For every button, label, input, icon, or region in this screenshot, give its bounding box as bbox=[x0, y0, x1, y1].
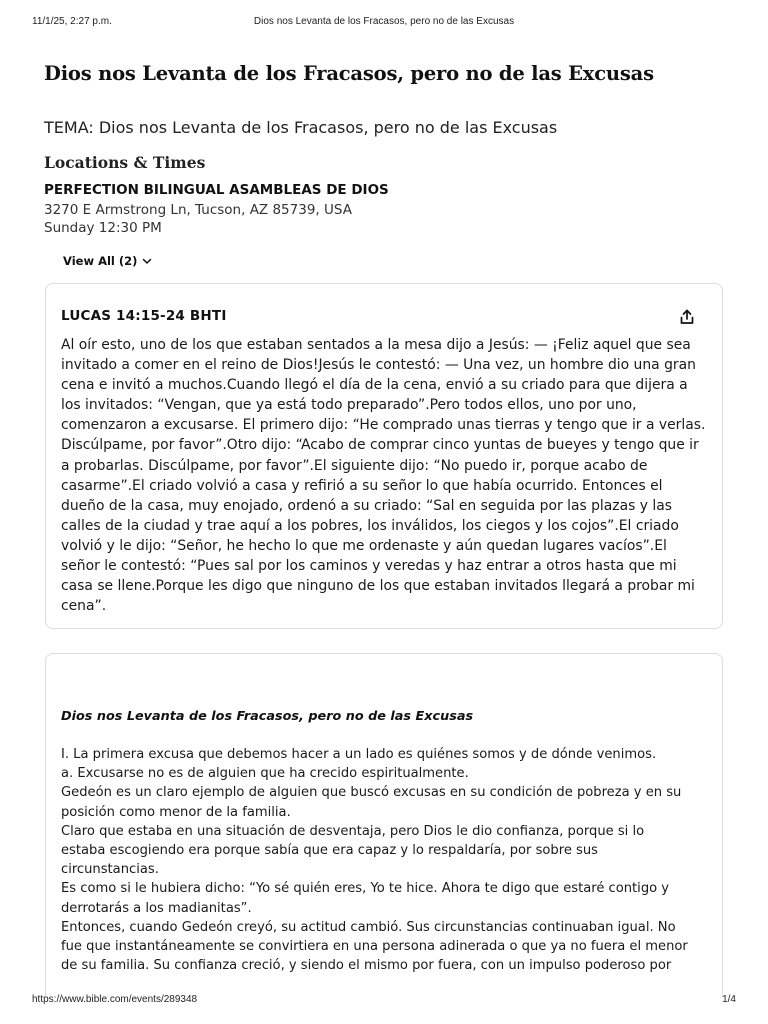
notes-line: derrotarás a los madianitas”. bbox=[61, 900, 252, 916]
notes-line: a. Excusarse no es de alguien que ha crecido espiritualmente. bbox=[61, 766, 469, 782]
notes-line: fue que instantáneamente se convirtiera en una persona adinerada o que ya no fuera el menor bbox=[61, 939, 688, 955]
chevron-down-icon bbox=[141, 255, 153, 267]
verse-reference: LUCAS 14:15-24 BHTI bbox=[61, 308, 227, 324]
notes-line: de su familia. Su confianza creció, y siendo el mismo por fuera, con un impulso poderoso por bbox=[61, 958, 672, 974]
church-address: 3270 E Armstrong Ln, Tucson, AZ 85739, USA bbox=[44, 202, 352, 218]
notes-title: Dios nos Levanta de los Fracasos, pero no de las Excusas bbox=[61, 709, 474, 724]
print-date: 11/1/25, 2:27 p.m. bbox=[32, 16, 112, 27]
share-icon[interactable] bbox=[678, 308, 696, 326]
notes-line: Gedeón es un claro ejemplo de alguien que buscó excusas en su condición de pobreza y en su bbox=[61, 785, 682, 801]
print-url[interactable]: https://www.bible.com/events/289348 bbox=[32, 994, 198, 1005]
view-all-label: View All (2) bbox=[63, 254, 138, 268]
service-time: Sunday 12:30 PM bbox=[44, 220, 162, 236]
print-header bbox=[32, 16, 736, 30]
notes-line: estaba escogiendo era porque sabía que era capaz y lo respaldaría, por sobre sus bbox=[61, 843, 599, 859]
view-all-locations-button[interactable] bbox=[63, 252, 153, 270]
notes-line: Es como si le hubiera dicho: “Yo sé quién eres, Yo te hice. Ahora te digo que estaré contigo y bbox=[61, 881, 670, 897]
church-name: PERFECTION BILINGUAL ASAMBLEAS DE DIOS bbox=[44, 182, 389, 198]
locations-heading: Locations & Times bbox=[44, 153, 206, 172]
notes-line: Entonces, cuando Gedeón creyó, su actitud cambió. Sus circunstancias continuaban igual. No bbox=[61, 919, 676, 935]
sermon-notes-card bbox=[45, 653, 723, 998]
notes-body bbox=[61, 745, 723, 975]
event-title: Dios nos Levanta de los Fracasos, pero no de las Excusas bbox=[44, 62, 654, 85]
notes-line: Claro que estaba en una situación de desventaja, pero Dios le dio confianza, porque si lo bbox=[61, 823, 645, 839]
verse-card bbox=[45, 283, 723, 629]
event-theme: TEMA: Dios nos Levanta de los Fracasos, pero no de las Excusas bbox=[44, 118, 558, 137]
print-footer bbox=[32, 994, 736, 1008]
notes-line: circunstancias. bbox=[61, 862, 159, 878]
notes-line: I. La primera excusa que debemos hacer a un lado es quiénes somos y de dónde venimos. bbox=[61, 747, 657, 762]
verse-text: Al oír esto, uno de los que estaban sentados a la mesa dijo a Jesús: — ¡Feliz aquel que sea invitado a comer en el reino de Dios!Jesús le contestó: — Una vez, un hombre dio una gran cena e invitó a muchos.Cuando llegó el día de la cena, envió a su criado para que dijera a los invitados: “Vengan, que ya está todo preparado”.Pero todos ellos, uno por uno, comenzaron a excusarse. El primero dijo: “He comprado unas tierras y tengo que ir a verlas. Discúlpame, por favor”.Otro dijo: “Acabo de comprar cinco yuntas de bueyes y tengo que ir a probarlas. Discúlpame, por favor”.El siguiente dijo: “No puedo ir, porque acabo de casarme”.El criado volvió a casa y refirió a su señor lo que había ocurrido. Entonces el dueño de la casa, muy enojado, ordenó a su criado: “Sal en seguida por las plazas y las calles de la ciudad y trae aquí a los pobres, los inválidos, los ciegos y los cojos”.El criado volvió y le dijo: “Señor, he hecho lo que me ordenaste y aún quedan lugares vacíos”.El señor le contestó: “Pues sal por los caminos y veredas y haz entrar a otros hasta que mi casa se llene.Porque les digo que ninguno de los que estaban invitados llegará a probar mi cena”. bbox=[61, 337, 706, 615]
page-number: 1/4 bbox=[722, 994, 736, 1005]
notes-line: posición como menor de la familia. bbox=[61, 804, 291, 820]
print-page-title: Dios nos Levanta de los Fracasos, pero no de las Excusas bbox=[253, 16, 515, 27]
